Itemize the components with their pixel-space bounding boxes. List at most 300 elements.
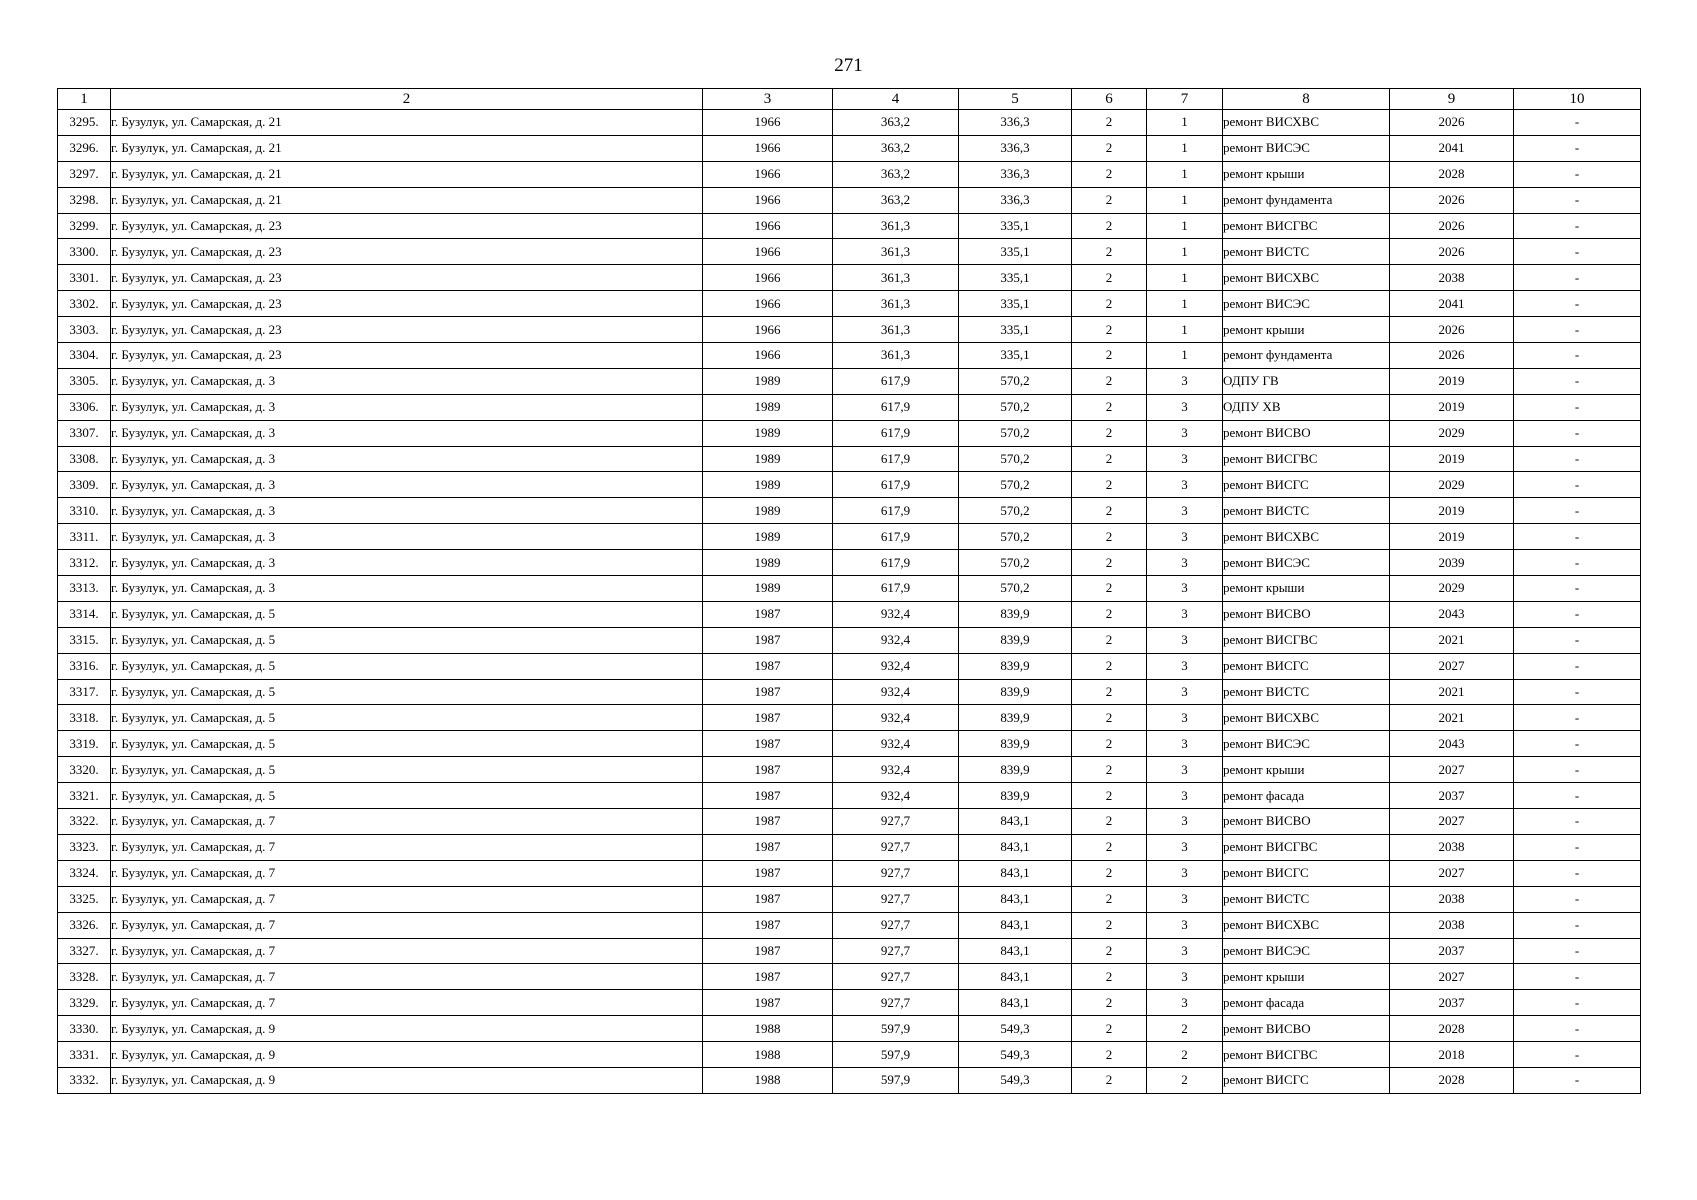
cell-address: г. Бузулук, ул. Самарская, д. 3 xyxy=(111,472,703,498)
cell-living-area: 336,3 xyxy=(959,161,1072,187)
cell-work-type: ремонт ВИСВО xyxy=(1223,601,1390,627)
cell-build-year: 1987 xyxy=(703,731,833,757)
cell-living-area: 570,2 xyxy=(959,420,1072,446)
table-row xyxy=(58,757,1641,783)
cell-work-type: ремонт ВИСХВС xyxy=(1223,265,1390,291)
cell-living-area: 843,1 xyxy=(959,912,1072,938)
cell-total-area: 932,4 xyxy=(833,757,959,783)
cell-entrances: 1 xyxy=(1147,343,1223,369)
cell-total-area: 927,7 xyxy=(833,938,959,964)
column-header-address: 2 xyxy=(111,89,703,110)
table-row xyxy=(58,653,1641,679)
cell-row-number: 3318. xyxy=(58,705,111,731)
cell-floors: 2 xyxy=(1072,446,1147,472)
cell-living-area: 570,2 xyxy=(959,498,1072,524)
cell-floors: 2 xyxy=(1072,420,1147,446)
cell-work-type: ремонт ВИСВО xyxy=(1223,809,1390,835)
cell-floors: 2 xyxy=(1072,705,1147,731)
cell-planned-year: 2028 xyxy=(1390,161,1514,187)
cell-total-area: 617,9 xyxy=(833,420,959,446)
cell-address: г. Бузулук, ул. Самарская, д. 7 xyxy=(111,938,703,964)
cell-entrances: 3 xyxy=(1147,938,1223,964)
cell-planned-year: 2019 xyxy=(1390,446,1514,472)
cell-planned-year: 2026 xyxy=(1390,317,1514,343)
cell-living-area: 335,1 xyxy=(959,239,1072,265)
cell-build-year: 1989 xyxy=(703,550,833,576)
cell-total-area: 597,9 xyxy=(833,1067,959,1093)
cell-note: - xyxy=(1514,757,1641,783)
cell-living-area: 336,3 xyxy=(959,110,1072,136)
cell-work-type: ремонт ВИСТС xyxy=(1223,886,1390,912)
cell-build-year: 1987 xyxy=(703,653,833,679)
cell-work-type: ремонт ВИСГС xyxy=(1223,1067,1390,1093)
cell-entrances: 3 xyxy=(1147,601,1223,627)
cell-note: - xyxy=(1514,135,1641,161)
cell-entrances: 1 xyxy=(1147,187,1223,213)
cell-work-type: ремонт ВИСЭС xyxy=(1223,731,1390,757)
cell-address: г. Бузулук, ул. Самарская, д. 3 xyxy=(111,576,703,602)
cell-total-area: 617,9 xyxy=(833,550,959,576)
cell-total-area: 361,3 xyxy=(833,343,959,369)
cell-floors: 2 xyxy=(1072,187,1147,213)
cell-note: - xyxy=(1514,834,1641,860)
cell-living-area: 839,9 xyxy=(959,679,1072,705)
cell-row-number: 3295. xyxy=(58,110,111,136)
cell-row-number: 3326. xyxy=(58,912,111,938)
cell-planned-year: 2039 xyxy=(1390,550,1514,576)
cell-floors: 2 xyxy=(1072,576,1147,602)
cell-planned-year: 2027 xyxy=(1390,809,1514,835)
cell-planned-year: 2019 xyxy=(1390,524,1514,550)
cell-address: г. Бузулук, ул. Самарская, д. 5 xyxy=(111,601,703,627)
cell-floors: 2 xyxy=(1072,860,1147,886)
cell-entrances: 1 xyxy=(1147,317,1223,343)
table-row xyxy=(58,343,1641,369)
cell-address: г. Бузулук, ул. Самарская, д. 7 xyxy=(111,886,703,912)
table-row xyxy=(58,886,1641,912)
cell-total-area: 932,4 xyxy=(833,627,959,653)
cell-row-number: 3316. xyxy=(58,653,111,679)
cell-note: - xyxy=(1514,161,1641,187)
cell-work-type: ремонт ВИСТС xyxy=(1223,498,1390,524)
cell-floors: 2 xyxy=(1072,265,1147,291)
cell-build-year: 1988 xyxy=(703,1016,833,1042)
cell-build-year: 1987 xyxy=(703,783,833,809)
header-row xyxy=(58,89,1641,110)
cell-floors: 2 xyxy=(1072,757,1147,783)
cell-address: г. Бузулук, ул. Самарская, д. 5 xyxy=(111,679,703,705)
cell-row-number: 3305. xyxy=(58,368,111,394)
cell-address: г. Бузулук, ул. Самарская, д. 9 xyxy=(111,1042,703,1068)
cell-note: - xyxy=(1514,317,1641,343)
cell-work-type: ремонт фундамента xyxy=(1223,187,1390,213)
cell-row-number: 3322. xyxy=(58,809,111,835)
table-row xyxy=(58,498,1641,524)
table-row xyxy=(58,265,1641,291)
column-header-build-year: 3 xyxy=(703,89,833,110)
cell-row-number: 3299. xyxy=(58,213,111,239)
cell-floors: 2 xyxy=(1072,653,1147,679)
cell-address: г. Бузулук, ул. Самарская, д. 7 xyxy=(111,809,703,835)
cell-living-area: 843,1 xyxy=(959,964,1072,990)
cell-row-number: 3332. xyxy=(58,1067,111,1093)
cell-row-number: 3302. xyxy=(58,291,111,317)
cell-row-number: 3327. xyxy=(58,938,111,964)
cell-row-number: 3309. xyxy=(58,472,111,498)
table-row xyxy=(58,731,1641,757)
cell-entrances: 3 xyxy=(1147,886,1223,912)
cell-entrances: 3 xyxy=(1147,550,1223,576)
cell-address: г. Бузулук, ул. Самарская, д. 21 xyxy=(111,110,703,136)
cell-address: г. Бузулук, ул. Самарская, д. 5 xyxy=(111,731,703,757)
cell-total-area: 617,9 xyxy=(833,446,959,472)
cell-total-area: 927,7 xyxy=(833,809,959,835)
cell-living-area: 839,9 xyxy=(959,601,1072,627)
cell-build-year: 1987 xyxy=(703,912,833,938)
cell-living-area: 549,3 xyxy=(959,1042,1072,1068)
cell-build-year: 1989 xyxy=(703,498,833,524)
cell-address: г. Бузулук, ул. Самарская, д. 21 xyxy=(111,161,703,187)
cell-row-number: 3304. xyxy=(58,343,111,369)
cell-total-area: 617,9 xyxy=(833,394,959,420)
cell-address: г. Бузулук, ул. Самарская, д. 5 xyxy=(111,705,703,731)
cell-note: - xyxy=(1514,368,1641,394)
cell-entrances: 1 xyxy=(1147,265,1223,291)
cell-total-area: 932,4 xyxy=(833,653,959,679)
cell-entrances: 3 xyxy=(1147,834,1223,860)
cell-build-year: 1989 xyxy=(703,368,833,394)
cell-row-number: 3324. xyxy=(58,860,111,886)
cell-entrances: 3 xyxy=(1147,783,1223,809)
cell-address: г. Бузулук, ул. Самарская, д. 9 xyxy=(111,1016,703,1042)
cell-floors: 2 xyxy=(1072,498,1147,524)
cell-work-type: ОДПУ ГВ xyxy=(1223,368,1390,394)
cell-living-area: 570,2 xyxy=(959,472,1072,498)
table-row xyxy=(58,912,1641,938)
cell-total-area: 927,7 xyxy=(833,912,959,938)
cell-note: - xyxy=(1514,498,1641,524)
cell-living-area: 570,2 xyxy=(959,576,1072,602)
cell-planned-year: 2027 xyxy=(1390,653,1514,679)
cell-row-number: 3311. xyxy=(58,524,111,550)
cell-floors: 2 xyxy=(1072,135,1147,161)
cell-entrances: 2 xyxy=(1147,1042,1223,1068)
cell-total-area: 617,9 xyxy=(833,576,959,602)
cell-total-area: 927,7 xyxy=(833,860,959,886)
cell-row-number: 3325. xyxy=(58,886,111,912)
cell-total-area: 361,3 xyxy=(833,265,959,291)
page-number: 271 xyxy=(834,55,863,76)
cell-build-year: 1966 xyxy=(703,135,833,161)
cell-total-area: 927,7 xyxy=(833,964,959,990)
table-row xyxy=(58,524,1641,550)
cell-row-number: 3303. xyxy=(58,317,111,343)
cell-note: - xyxy=(1514,627,1641,653)
cell-floors: 2 xyxy=(1072,834,1147,860)
cell-planned-year: 2037 xyxy=(1390,990,1514,1016)
cell-entrances: 3 xyxy=(1147,368,1223,394)
cell-floors: 2 xyxy=(1072,679,1147,705)
cell-floors: 2 xyxy=(1072,317,1147,343)
cell-planned-year: 2041 xyxy=(1390,291,1514,317)
cell-note: - xyxy=(1514,394,1641,420)
cell-note: - xyxy=(1514,291,1641,317)
cell-living-area: 843,1 xyxy=(959,990,1072,1016)
cell-planned-year: 2019 xyxy=(1390,368,1514,394)
cell-note: - xyxy=(1514,420,1641,446)
cell-address: г. Бузулук, ул. Самарская, д. 9 xyxy=(111,1067,703,1093)
cell-total-area: 361,3 xyxy=(833,317,959,343)
table-row xyxy=(58,990,1641,1016)
cell-total-area: 361,3 xyxy=(833,213,959,239)
cell-planned-year: 2021 xyxy=(1390,679,1514,705)
cell-entrances: 3 xyxy=(1147,446,1223,472)
cell-floors: 2 xyxy=(1072,394,1147,420)
cell-living-area: 335,1 xyxy=(959,343,1072,369)
cell-build-year: 1966 xyxy=(703,239,833,265)
cell-work-type: ремонт ВИСЭС xyxy=(1223,291,1390,317)
cell-entrances: 3 xyxy=(1147,964,1223,990)
column-header-floors: 6 xyxy=(1072,89,1147,110)
cell-build-year: 1966 xyxy=(703,265,833,291)
cell-total-area: 361,3 xyxy=(833,291,959,317)
cell-row-number: 3298. xyxy=(58,187,111,213)
cell-planned-year: 2026 xyxy=(1390,239,1514,265)
cell-work-type: ремонт ВИСГВС xyxy=(1223,627,1390,653)
column-header-row-number: 1 xyxy=(58,89,111,110)
cell-total-area: 363,2 xyxy=(833,187,959,213)
table-row xyxy=(58,576,1641,602)
cell-living-area: 336,3 xyxy=(959,135,1072,161)
table-row xyxy=(58,291,1641,317)
cell-address: г. Бузулук, ул. Самарская, д. 3 xyxy=(111,498,703,524)
table-row xyxy=(58,783,1641,809)
cell-note: - xyxy=(1514,550,1641,576)
cell-floors: 2 xyxy=(1072,1067,1147,1093)
cell-planned-year: 2029 xyxy=(1390,576,1514,602)
cell-note: - xyxy=(1514,679,1641,705)
cell-build-year: 1989 xyxy=(703,446,833,472)
cell-row-number: 3330. xyxy=(58,1016,111,1042)
cell-planned-year: 2019 xyxy=(1390,394,1514,420)
cell-total-area: 363,2 xyxy=(833,135,959,161)
cell-floors: 2 xyxy=(1072,809,1147,835)
table-row xyxy=(58,161,1641,187)
cell-total-area: 927,7 xyxy=(833,990,959,1016)
cell-note: - xyxy=(1514,576,1641,602)
cell-entrances: 1 xyxy=(1147,239,1223,265)
cell-row-number: 3328. xyxy=(58,964,111,990)
column-header-planned-year: 9 xyxy=(1390,89,1514,110)
cell-entrances: 2 xyxy=(1147,1067,1223,1093)
cell-planned-year: 2021 xyxy=(1390,705,1514,731)
cell-work-type: ремонт ВИСГС xyxy=(1223,472,1390,498)
cell-build-year: 1989 xyxy=(703,524,833,550)
cell-build-year: 1987 xyxy=(703,809,833,835)
cell-row-number: 3329. xyxy=(58,990,111,1016)
cell-work-type: ремонт фундамента xyxy=(1223,343,1390,369)
table-row xyxy=(58,446,1641,472)
cell-note: - xyxy=(1514,110,1641,136)
cell-build-year: 1966 xyxy=(703,161,833,187)
cell-row-number: 3313. xyxy=(58,576,111,602)
cell-planned-year: 2027 xyxy=(1390,964,1514,990)
cell-floors: 2 xyxy=(1072,938,1147,964)
cell-entrances: 3 xyxy=(1147,394,1223,420)
cell-floors: 2 xyxy=(1072,783,1147,809)
cell-planned-year: 2021 xyxy=(1390,627,1514,653)
cell-work-type: ремонт ВИСГВС xyxy=(1223,213,1390,239)
cell-entrances: 3 xyxy=(1147,653,1223,679)
cell-living-area: 570,2 xyxy=(959,524,1072,550)
cell-living-area: 570,2 xyxy=(959,368,1072,394)
cell-address: г. Бузулук, ул. Самарская, д. 23 xyxy=(111,343,703,369)
table-row xyxy=(58,135,1641,161)
cell-living-area: 839,9 xyxy=(959,705,1072,731)
cell-work-type: ремонт ВИСХВС xyxy=(1223,524,1390,550)
cell-row-number: 3300. xyxy=(58,239,111,265)
cell-address: г. Бузулук, ул. Самарская, д. 3 xyxy=(111,420,703,446)
cell-build-year: 1966 xyxy=(703,213,833,239)
cell-total-area: 617,9 xyxy=(833,498,959,524)
cell-row-number: 3320. xyxy=(58,757,111,783)
cell-address: г. Бузулук, ул. Самарская, д. 3 xyxy=(111,394,703,420)
cell-planned-year: 2038 xyxy=(1390,886,1514,912)
cell-build-year: 1966 xyxy=(703,291,833,317)
cell-work-type: ремонт крыши xyxy=(1223,161,1390,187)
cell-total-area: 363,2 xyxy=(833,110,959,136)
table-row xyxy=(58,1067,1641,1093)
cell-floors: 2 xyxy=(1072,912,1147,938)
cell-note: - xyxy=(1514,1016,1641,1042)
cell-total-area: 363,2 xyxy=(833,161,959,187)
cell-living-area: 549,3 xyxy=(959,1016,1072,1042)
cell-entrances: 3 xyxy=(1147,627,1223,653)
cell-row-number: 3317. xyxy=(58,679,111,705)
cell-planned-year: 2029 xyxy=(1390,420,1514,446)
cell-entrances: 3 xyxy=(1147,524,1223,550)
cell-note: - xyxy=(1514,964,1641,990)
table-row xyxy=(58,705,1641,731)
cell-build-year: 1987 xyxy=(703,705,833,731)
cell-total-area: 361,3 xyxy=(833,239,959,265)
cell-address: г. Бузулук, ул. Самарская, д. 23 xyxy=(111,317,703,343)
cell-work-type: ремонт крыши xyxy=(1223,964,1390,990)
cell-floors: 2 xyxy=(1072,550,1147,576)
cell-living-area: 335,1 xyxy=(959,291,1072,317)
column-header-note: 10 xyxy=(1514,89,1641,110)
cell-planned-year: 2026 xyxy=(1390,343,1514,369)
cell-total-area: 932,4 xyxy=(833,679,959,705)
cell-address: г. Бузулук, ул. Самарская, д. 7 xyxy=(111,912,703,938)
cell-entrances: 3 xyxy=(1147,912,1223,938)
cell-work-type: ремонт ВИСГВС xyxy=(1223,834,1390,860)
cell-entrances: 3 xyxy=(1147,860,1223,886)
cell-total-area: 597,9 xyxy=(833,1016,959,1042)
cell-row-number: 3314. xyxy=(58,601,111,627)
cell-living-area: 570,2 xyxy=(959,550,1072,576)
cell-living-area: 335,1 xyxy=(959,213,1072,239)
cell-living-area: 843,1 xyxy=(959,938,1072,964)
table-row xyxy=(58,964,1641,990)
cell-note: - xyxy=(1514,990,1641,1016)
cell-address: г. Бузулук, ул. Самарская, д. 5 xyxy=(111,627,703,653)
cell-work-type: ремонт ВИСЭС xyxy=(1223,550,1390,576)
cell-address: г. Бузулук, ул. Самарская, д. 23 xyxy=(111,239,703,265)
cell-living-area: 335,1 xyxy=(959,265,1072,291)
table-header xyxy=(58,89,1641,110)
cell-planned-year: 2026 xyxy=(1390,213,1514,239)
cell-floors: 2 xyxy=(1072,731,1147,757)
cell-note: - xyxy=(1514,265,1641,291)
cell-address: г. Бузулук, ул. Самарская, д. 7 xyxy=(111,990,703,1016)
cell-work-type: ремонт ВИСТС xyxy=(1223,239,1390,265)
cell-floors: 2 xyxy=(1072,524,1147,550)
cell-note: - xyxy=(1514,601,1641,627)
cell-floors: 2 xyxy=(1072,886,1147,912)
cell-entrances: 1 xyxy=(1147,110,1223,136)
cell-build-year: 1988 xyxy=(703,1067,833,1093)
cell-planned-year: 2041 xyxy=(1390,135,1514,161)
cell-work-type: ремонт ВИСЭС xyxy=(1223,938,1390,964)
cell-total-area: 597,9 xyxy=(833,1042,959,1068)
table-row xyxy=(58,860,1641,886)
cell-note: - xyxy=(1514,912,1641,938)
cell-note: - xyxy=(1514,187,1641,213)
cell-work-type: ремонт ВИСХВС xyxy=(1223,110,1390,136)
cell-build-year: 1966 xyxy=(703,187,833,213)
cell-total-area: 617,9 xyxy=(833,524,959,550)
table-row xyxy=(58,1016,1641,1042)
cell-note: - xyxy=(1514,1067,1641,1093)
table-row xyxy=(58,834,1641,860)
cell-planned-year: 2028 xyxy=(1390,1016,1514,1042)
cell-work-type: ремонт крыши xyxy=(1223,317,1390,343)
column-header-living-area: 5 xyxy=(959,89,1072,110)
cell-work-type: ремонт ВИСГС xyxy=(1223,653,1390,679)
cell-address: г. Бузулук, ул. Самарская, д. 23 xyxy=(111,213,703,239)
cell-entrances: 3 xyxy=(1147,990,1223,1016)
cell-build-year: 1987 xyxy=(703,860,833,886)
cell-build-year: 1987 xyxy=(703,938,833,964)
cell-build-year: 1987 xyxy=(703,990,833,1016)
cell-floors: 2 xyxy=(1072,213,1147,239)
table-row xyxy=(58,239,1641,265)
cell-planned-year: 2026 xyxy=(1390,187,1514,213)
cell-address: г. Бузулук, ул. Самарская, д. 21 xyxy=(111,135,703,161)
cell-entrances: 2 xyxy=(1147,1016,1223,1042)
cell-work-type: ремонт ВИСВО xyxy=(1223,420,1390,446)
cell-floors: 2 xyxy=(1072,110,1147,136)
cell-living-area: 843,1 xyxy=(959,834,1072,860)
cell-address: г. Бузулук, ул. Самарская, д. 7 xyxy=(111,834,703,860)
cell-address: г. Бузулук, ул. Самарская, д. 5 xyxy=(111,783,703,809)
cell-note: - xyxy=(1514,731,1641,757)
column-header-work-type: 8 xyxy=(1223,89,1390,110)
cell-row-number: 3315. xyxy=(58,627,111,653)
cell-work-type: ремонт ВИСГВС xyxy=(1223,1042,1390,1068)
cell-note: - xyxy=(1514,524,1641,550)
column-header-entrances: 7 xyxy=(1147,89,1223,110)
cell-row-number: 3297. xyxy=(58,161,111,187)
cell-build-year: 1987 xyxy=(703,886,833,912)
cell-build-year: 1987 xyxy=(703,627,833,653)
cell-work-type: ремонт фасада xyxy=(1223,783,1390,809)
cell-address: г. Бузулук, ул. Самарская, д. 5 xyxy=(111,653,703,679)
cell-note: - xyxy=(1514,239,1641,265)
cell-address: г. Бузулук, ул. Самарская, д. 21 xyxy=(111,187,703,213)
cell-living-area: 843,1 xyxy=(959,886,1072,912)
